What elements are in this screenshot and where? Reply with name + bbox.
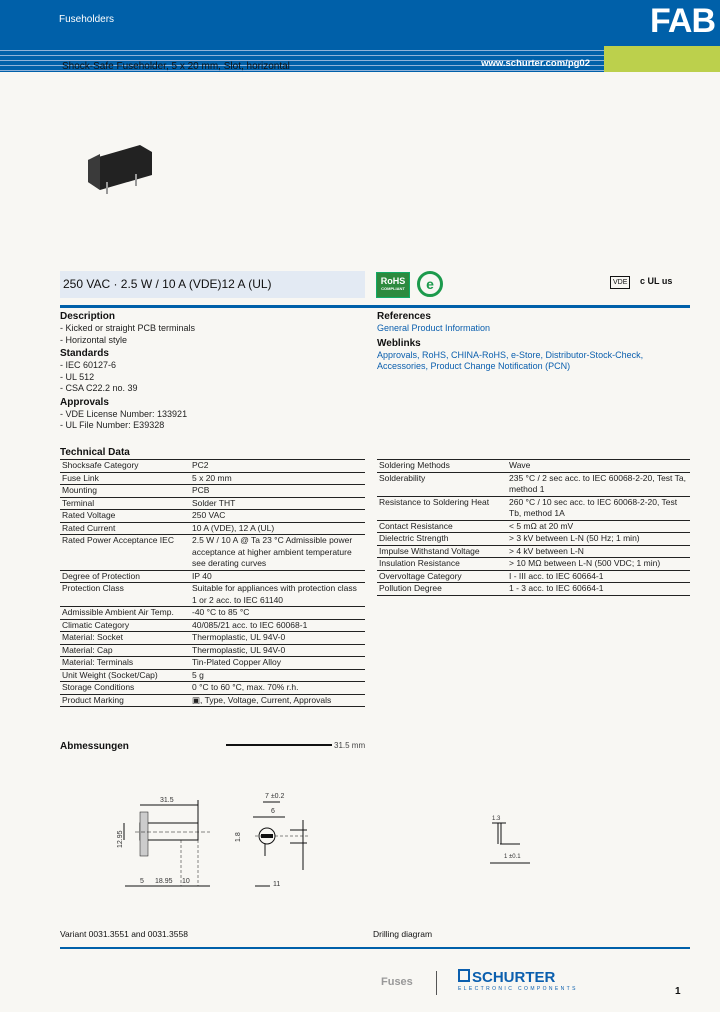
dim-label: 1.3 <box>492 816 501 822</box>
product-photo <box>80 140 160 220</box>
product-code: FAB <box>650 2 715 40</box>
spec-name: Shocksafe Category <box>60 460 190 472</box>
spec-value: 5 g <box>190 669 365 682</box>
drilling-caption: Drilling diagram <box>373 929 433 939</box>
spec-value: Wave <box>507 460 690 472</box>
spec-value: Suitable for appliances with protection class 1 or 2 acc. to IEC 61140 <box>190 583 365 607</box>
dimensions-heading: Abmessungen <box>60 741 129 752</box>
table-row <box>60 607 365 620</box>
header-accent <box>604 46 720 72</box>
spec-name: Product Marking <box>60 694 190 707</box>
table-row <box>60 669 365 682</box>
table-row <box>377 558 690 571</box>
rohs-text: RoHS <box>380 276 406 286</box>
approvals-heading: Approvals <box>60 396 109 408</box>
spec-name: Protection Class <box>60 583 190 607</box>
approvals-item: - UL File Number: E39328 <box>60 420 165 430</box>
page-subtitle: Shock-Safe Fuseholder, 5 x 20 mm, Slot, horizontal <box>62 61 290 72</box>
table-row <box>377 545 690 558</box>
spec-value: -40 °C to 85 °C <box>190 607 365 620</box>
spec-value: I - III acc. to IEC 60664-1 <box>507 570 690 583</box>
spec-name: Climatic Category <box>60 619 190 632</box>
table-row <box>377 520 690 533</box>
dim-label: 7 ±0.2 <box>265 793 285 800</box>
spec-name: Soldering Methods <box>377 460 507 472</box>
spec-name: Overvoltage Category <box>377 570 507 583</box>
drilling-diagram-drawing <box>490 810 540 870</box>
spec-name: Unit Weight (Socket/Cap) <box>60 669 190 682</box>
spec-name: Insulation Resistance <box>377 558 507 571</box>
spec-name: Contact Resistance <box>377 520 507 533</box>
ul-icon: c UL us <box>640 276 673 286</box>
spec-name: Storage Conditions <box>60 682 190 695</box>
table-row <box>60 682 365 695</box>
standards-item: - IEC 60127-6 <box>60 360 117 370</box>
footer-separator <box>436 971 437 995</box>
spec-value: > 4 kV between L-N <box>507 545 690 558</box>
brand-name: SCHURTER <box>472 969 556 986</box>
description-item: - Horizontal style <box>60 334 128 345</box>
table-row <box>60 657 365 670</box>
spec-value: ▣, Type, Voltage, Current, Approvals <box>190 694 365 707</box>
table-row <box>60 570 365 583</box>
tech-table-left <box>60 459 365 707</box>
schurter-logo <box>458 969 578 992</box>
table-row <box>60 485 365 498</box>
table-row <box>60 535 365 571</box>
dim-label: 5 <box>140 878 144 885</box>
spec-name: Fuse Link <box>60 472 190 485</box>
standards-item: - CSA C22.2 no. 39 <box>60 383 138 393</box>
spec-name: Admissible Ambient Air Temp. <box>60 607 190 620</box>
rating-summary: 250 VAC · 2.5 W / 10 A (VDE)12 A (UL) <box>60 271 365 298</box>
spec-name: Material: Terminals <box>60 657 190 670</box>
spec-name: Material: Cap <box>60 644 190 657</box>
spec-value: IP 40 <box>190 570 365 583</box>
spec-value: 260 °C / 10 sec acc. to IEC 60068-2-20, Test Tb, method 1A <box>507 496 690 520</box>
front-view-drawing <box>235 790 325 900</box>
spec-value: Tin-Plated Copper Alloy <box>190 657 365 670</box>
spec-value: 1 - 3 acc. to IEC 60664-1 <box>507 583 690 596</box>
table-row <box>60 619 365 632</box>
table-row <box>60 497 365 510</box>
spec-value: 235 °C / 2 sec acc. to IEC 60068-2-20, Test Ta, method 1 <box>507 472 690 496</box>
technical-data-heading: Technical Data <box>60 447 130 458</box>
category-label: Fuseholders <box>59 14 115 25</box>
footer-section: Fuses <box>381 976 413 988</box>
spec-value: > 10 MΩ between L-N (500 VDC; 1 min) <box>507 558 690 571</box>
dim-label: 31.5 <box>160 797 174 804</box>
table-row <box>60 583 365 607</box>
references-section <box>377 311 697 373</box>
standards-item: - UL 512 <box>60 371 95 382</box>
spec-value: Thermoplastic, UL 94V-0 <box>190 632 365 645</box>
approvals-item: - VDE License Number: 133921 <box>60 408 188 419</box>
spec-name: Material: Socket <box>60 632 190 645</box>
tech-table-right <box>377 459 690 596</box>
table-row <box>60 472 365 485</box>
spec-value: Thermoplastic, UL 94V-0 <box>190 644 365 657</box>
spec-name: Rated Voltage <box>60 510 190 523</box>
table-row <box>60 632 365 645</box>
spec-name: Terminal <box>60 497 190 510</box>
spec-value: < 5 mΩ at 20 mV <box>507 520 690 533</box>
spec-value: 0 °C to 60 °C, max. 70% r.h. <box>190 682 365 695</box>
table-row <box>377 533 690 546</box>
divider <box>60 305 690 308</box>
table-row <box>377 583 690 596</box>
spec-name: Resistance to Soldering Heat <box>377 496 507 520</box>
general-info-link[interactable]: General Product Information <box>377 323 491 333</box>
china-rohs-icon: e <box>417 271 443 297</box>
rohs-sub: COMPLIANT <box>381 286 405 291</box>
table-row <box>377 570 690 583</box>
description-section <box>60 311 360 432</box>
brand-sub: ELECTRONIC COMPONENTS <box>458 986 578 992</box>
scale-label: 31.5 mm <box>334 741 366 750</box>
standards-heading: Standards <box>60 348 109 359</box>
scale-bar <box>226 744 332 746</box>
spec-value: PCB <box>190 485 365 498</box>
references-heading: References <box>377 311 431 322</box>
spec-value: Solder THT <box>190 497 365 510</box>
spec-value: 2.5 W / 10 A @ Ta 23 °C Admissible power acceptance at higher ambient temperature see derating curves <box>190 535 365 571</box>
spec-value: 10 A (VDE), 12 A (UL) <box>190 522 365 535</box>
table-row <box>60 522 365 535</box>
table-row <box>377 460 690 472</box>
description-item: - Kicked or straight PCB terminals <box>60 323 196 333</box>
spec-value: 5 x 20 mm <box>190 472 365 485</box>
table-row <box>60 694 365 707</box>
dim-label: 12.95 <box>117 830 124 848</box>
dim-label: 1 ±0.1 <box>504 854 521 860</box>
spec-name: Rated Current <box>60 522 190 535</box>
spec-value: > 3 kV between L-N (50 Hz; 1 min) <box>507 533 690 546</box>
dim-label: 6 <box>271 808 275 815</box>
website-link[interactable]: www.schurter.com/pg02 <box>481 58 590 69</box>
description-heading: Description <box>60 311 116 322</box>
table-row <box>377 496 690 520</box>
weblinks-line[interactable]: Approvals, RoHS, CHINA-RoHS, e-Store, Distributor-Stock-Check, <box>377 349 644 360</box>
spec-value: 250 VAC <box>190 510 365 523</box>
spec-value: 40/085/21 acc. to IEC 60068-1 <box>190 619 365 632</box>
dim-label: 1.8 <box>235 832 242 842</box>
rohs-badge <box>376 272 410 298</box>
spec-value: PC2 <box>190 460 365 472</box>
drawing-caption: Variant 0031.3551 and 0031.3558 <box>60 929 188 939</box>
spec-name: Rated Power Acceptance IEC <box>60 535 190 571</box>
dim-label: 10 <box>182 878 190 885</box>
table-row <box>60 644 365 657</box>
dim-label: 18.95 <box>155 878 173 885</box>
logo-icon <box>458 969 470 982</box>
table-row <box>377 472 690 496</box>
weblinks-heading: Weblinks <box>377 337 421 349</box>
table-row <box>60 460 365 472</box>
spec-name: Impulse Withstand Voltage <box>377 545 507 558</box>
table-row <box>60 510 365 523</box>
spec-name: Dielectric Strength <box>377 533 507 546</box>
page-number: 1 <box>675 986 681 997</box>
spec-name: Solderability <box>377 472 507 496</box>
dim-label: 11 <box>273 881 281 888</box>
footer-divider <box>60 947 690 949</box>
vde-icon: VDE <box>610 276 630 289</box>
weblinks-line[interactable]: Accessories, Product Change Notification (PCN) <box>377 361 571 371</box>
spec-name: Degree of Protection <box>60 570 190 583</box>
spec-name: Mounting <box>60 485 190 498</box>
spec-name: Pollution Degree <box>377 583 507 596</box>
